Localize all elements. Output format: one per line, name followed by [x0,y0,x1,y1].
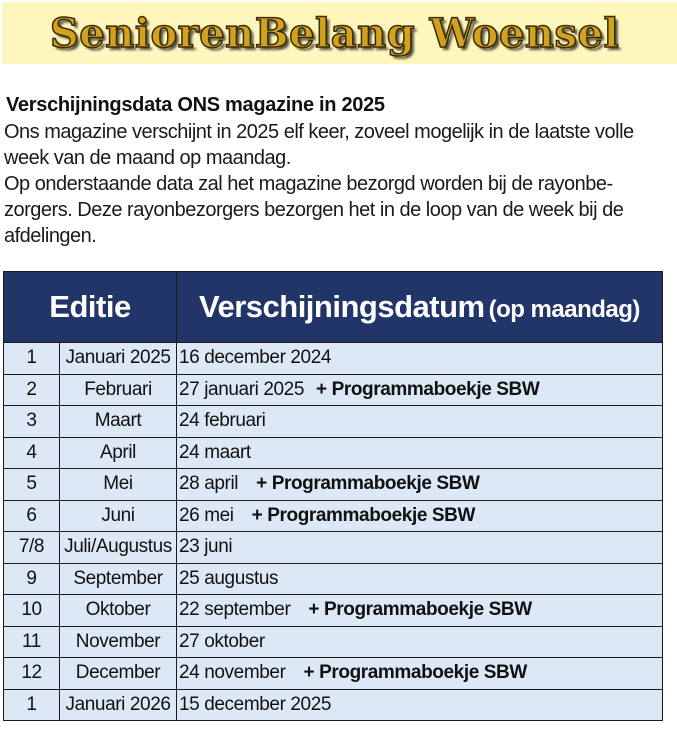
edition-number: 11 [4,626,60,658]
edition-number: 4 [4,437,60,469]
publication-date: 23 juni [179,536,233,558]
intro-paragraph: Ons magazine verschijnt in 2025 elf keer, zoveel mogelijk in de laatste volle week van de maand op maandag. [4,121,634,169]
edition-number: 12 [4,658,60,690]
publication-date: 15 december 2025 [179,693,332,715]
edition-number: 1 [4,689,60,721]
intro-paragraph: Op onderstaande data zal het magazine bezorgd worden bij de rayonbe-zorgers. Deze rayonbezorgers bezorgen het in de loop van de week bij de afdelingen. [4,173,624,247]
publication-date-cell [177,374,663,406]
publication-date-cell [177,437,663,469]
table-row [4,626,663,658]
site-title: SeniorenBelang Woensel [49,9,620,57]
edition-number: 5 [4,469,60,501]
edition-month: December [60,658,177,690]
edition-number: 2 [4,374,60,406]
publication-date-cell [177,626,663,658]
publication-date: 22 september [179,599,291,621]
publication-date: 27 oktober [179,630,265,652]
header-date [177,272,663,343]
edition-month: Juli/Augustus [60,532,177,564]
publication-date: 28 april [179,473,239,495]
publication-date: 24 november [179,662,286,684]
publication-date-cell [177,500,663,532]
publication-date-cell [177,658,663,690]
edition-month: Mei [60,469,177,501]
program-booklet-note: + Programmaboekje SBW [251,504,476,526]
edition-month: Oktober [60,595,177,627]
publication-date-cell [177,343,663,375]
program-booklet-note: + Programmaboekje SBW [256,473,480,495]
program-booklet-note: + Programmaboekje SBW [303,662,527,684]
publication-date: 24 februari [179,410,266,432]
edition-month: November [60,626,177,658]
table-row [4,689,663,721]
publication-date: 26 mei [179,504,234,526]
table-row [4,532,663,564]
edition-number: 9 [4,563,60,595]
table-row [4,500,663,532]
edition-month: Juni [60,500,177,532]
header-date-label: Verschijningsdatum [199,289,485,324]
edition-number: 1 [4,343,60,375]
edition-number: 7/8 [4,532,60,564]
schedule-table [3,271,663,721]
publication-date: 24 maart [179,441,251,463]
publication-date-cell [177,469,663,501]
table-row [4,658,663,690]
program-booklet-note: + Programmaboekje SBW [316,378,540,400]
table-row [4,469,663,501]
edition-month: Januari 2026 [60,689,177,721]
program-booklet-note: + Programmaboekje SBW [308,599,532,621]
edition-number: 10 [4,595,60,627]
header-banner [2,2,677,64]
edition-month: Maart [60,406,177,438]
header-edition: Editie [4,272,177,343]
publication-date-cell [177,595,663,627]
edition-month: Februari [60,374,177,406]
edition-month: September [60,563,177,595]
publication-date-cell [177,689,663,721]
publication-date: 16 december 2024 [179,347,332,369]
table-row [4,437,663,469]
publication-date: 27 januari 2025 [179,378,304,400]
publication-date-cell [177,406,663,438]
table-row [4,343,663,375]
publication-date-cell [177,563,663,595]
article-heading: Verschijningsdata ONS magazine in 2025 [6,94,385,116]
edition-month: April [60,437,177,469]
table-row [4,563,663,595]
table-row [4,595,663,627]
publication-date-cell [177,532,663,564]
edition-number: 3 [4,406,60,438]
edition-number: 6 [4,500,60,532]
table-row [4,374,663,406]
header-date-note: (op maandag) [488,296,640,323]
article-intro [4,119,676,249]
edition-month: Januari 2025 [60,343,177,375]
table-header-row [4,272,663,343]
table-row [4,406,663,438]
publication-date: 25 augustus [179,567,279,589]
